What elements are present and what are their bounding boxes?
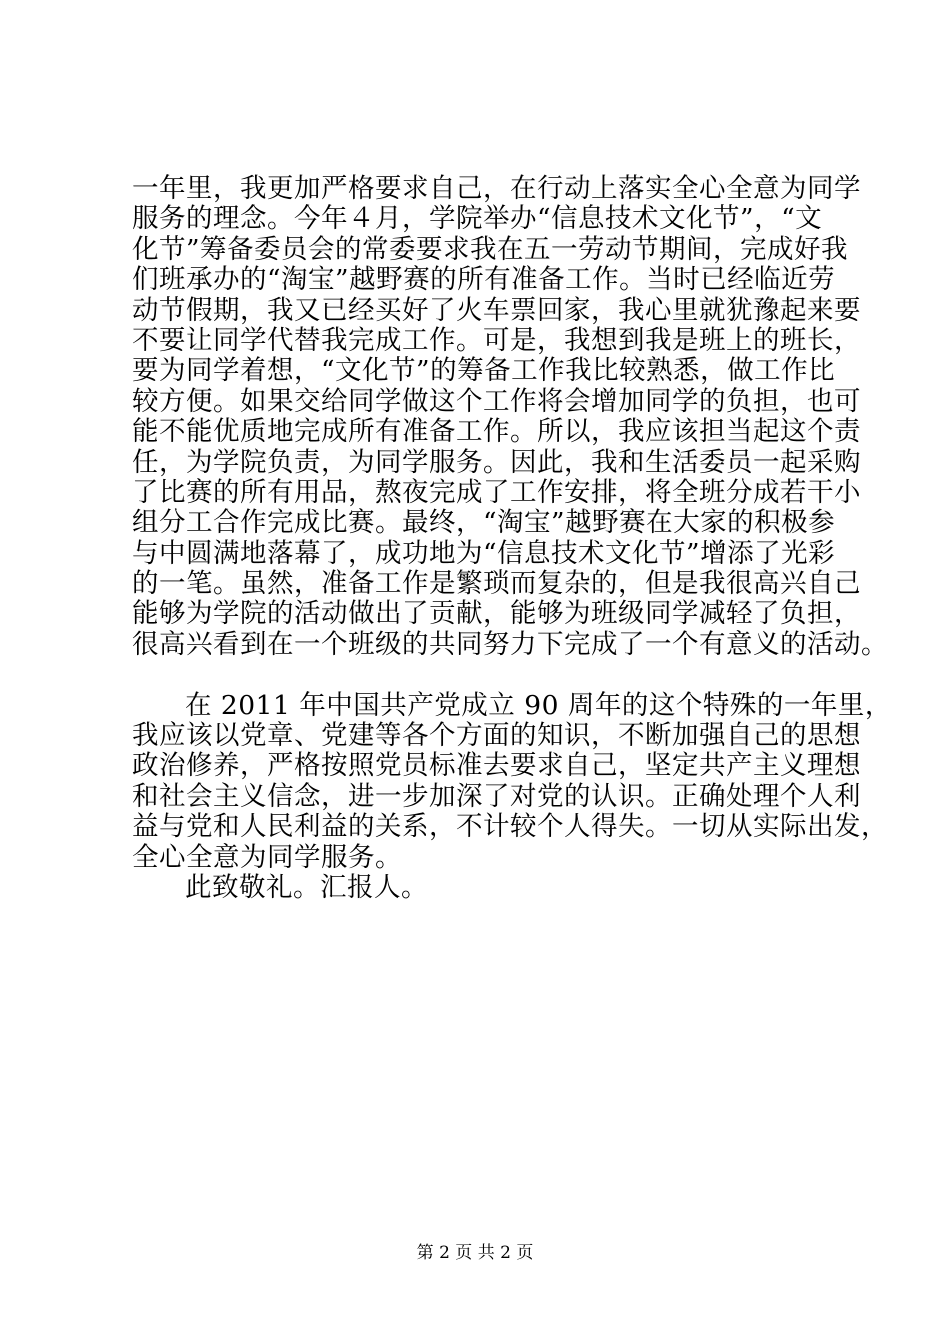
text-line: 与中圆满地落幕了，成功地为“信息技术文化节”增添了光彩 (132, 537, 836, 569)
text-line: 服务的理念。今年４月，学院举办“信息技术文化节”，“文 (132, 203, 823, 235)
text-line: 我应该以党章、党建等各个方面的知识，不断加强自己的思想 (132, 720, 861, 752)
text-line: 不要让同学代替我完成工作。可是，我想到我是班上的班长， (132, 324, 861, 356)
text-line: 动节假期，我又已经买好了火车票回家，我心里就犹豫起来要 (132, 294, 861, 326)
text-line: 任，为学院负责，为同学服务。因此，我和生活委员一起采购 (132, 446, 861, 478)
text-line: 一年里，我更加严格要求自己，在行动上落实全心全意为同学 (132, 173, 861, 204)
text-line: 了比赛的所有用品，熬夜完成了工作安排，将全班分成若干小 (132, 476, 861, 508)
text-line: 能够为学院的活动做出了贡献，能够为班级同学减轻了负担， (132, 598, 861, 630)
closing-line: 此致敬礼。汇报人。 (185, 871, 428, 903)
text-line: 化节”筹备委员会的常委要求我在五一劳动节期间，完成好我 (132, 233, 849, 265)
document-body (132, 173, 892, 903)
paragraph-gap (132, 660, 822, 690)
text-line-first: 在 2011 年中国共产党成立 90 周年的这个特殊的一年里， (185, 689, 892, 721)
text-line: 能不能优质地完成所有准备工作。所以，我应该担当起这个责 (132, 416, 861, 448)
text-line: 的一笔。虽然，准备工作是繁琐而复杂的，但是我很高兴自己 (132, 568, 861, 600)
text-line: 要为同学着想，“文化节”的筹备工作我比较熟悉，做工作比 (132, 355, 836, 387)
text-line: 组分工合作完成比赛。最终，“淘宝”越野赛在大家的积极参 (132, 507, 836, 539)
text-line: 较方便。如果交给同学做这个工作将会增加同学的负担，也可 (132, 385, 861, 417)
paragraph-1 (132, 173, 888, 660)
closing-paragraph (132, 873, 822, 903)
text-line: 很高兴看到在一个班级的共同努力下完成了一个有意义的活动。 (132, 628, 888, 660)
paragraph-2 (132, 689, 892, 873)
page-footer: 第 2 页 共 2 页 (416, 1243, 534, 1263)
text-line: 政治修养，严格按照党员标准去要求自己，坚定共产主义理想 (132, 750, 861, 782)
text-line: 全心全意为同学服务。 (132, 841, 402, 873)
text-line: 们班承办的“淘宝”越野赛的所有准备工作。当时已经临近劳 (132, 264, 836, 296)
text-line: 和社会主义信念，进一步加深了对党的认识。正确处理个人利 (132, 780, 861, 812)
text-line: 益与党和人民利益的关系，不计较个人得失。一切从实际出发， (132, 811, 888, 843)
